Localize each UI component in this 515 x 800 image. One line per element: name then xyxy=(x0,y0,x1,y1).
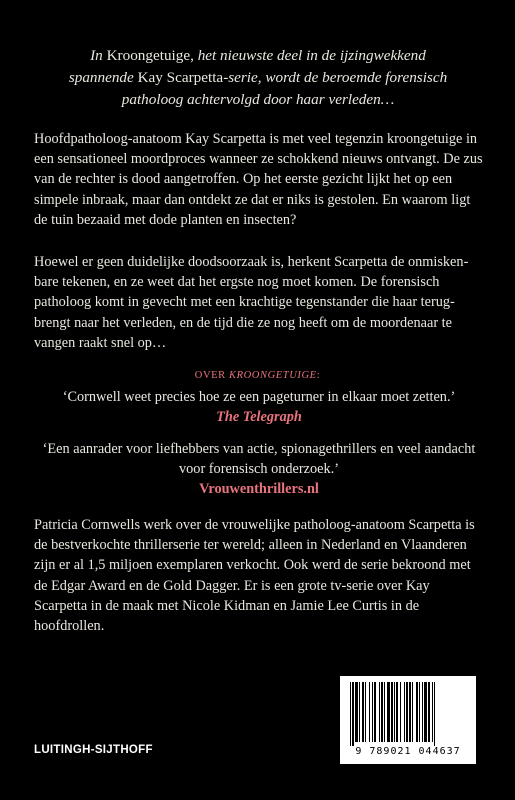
intro-blurb xyxy=(60,45,456,111)
barcode-bar xyxy=(416,682,418,742)
barcode-bar xyxy=(369,682,370,742)
intro-book-title: Kroongetuige, xyxy=(102,47,194,64)
barcode-bar xyxy=(409,682,411,742)
barcode-bar xyxy=(394,682,395,742)
barcode-bar xyxy=(365,682,366,742)
intro-end: -serie, wordt de beroemde forensisch patholoog achtervolgd door haar verleden… xyxy=(121,69,448,108)
barcode-bar xyxy=(419,682,420,742)
synopsis-paragraph-2: Hoewel er geen duidelijke doodsoorzaak is, herkent Scarpetta de onmiskenbare tekenen, en ze weet dat het ergste nog moet komen. De forensisch patholoog komt in gevecht met een krachtige tegenstander die haar terugbrengt naar het verleden, en de tijd die ze nog heeft om de moordenaar te vangen raakt snel op… xyxy=(34,254,469,351)
publisher-logo: LUITINGH-SIJTHOFF xyxy=(34,744,153,756)
review-quote-2-text: ‘Een aanrader voor liefhebbers van actie, spionagethrillers en veel aandacht voor forensisch onderzoek.’ xyxy=(42,441,476,478)
barcode-bar xyxy=(379,682,380,742)
barcode-bar xyxy=(384,682,385,742)
reviews-label-title: KROONGETUIGE xyxy=(228,370,317,381)
barcode-bar xyxy=(372,682,373,742)
barcode-bar xyxy=(412,682,413,742)
barcode-bar xyxy=(434,682,435,746)
review-quote-2 xyxy=(30,439,488,500)
barcode-bar xyxy=(428,682,430,742)
reviews-label-suffix: : xyxy=(316,370,321,381)
review-quote-2-source: Vrouwenthrillers.nl xyxy=(199,481,319,498)
barcode-bar xyxy=(404,682,405,742)
review-quote-1 xyxy=(30,387,488,427)
review-quote-1-source: The Telegraph xyxy=(216,409,302,426)
barcode-bar xyxy=(350,682,351,746)
barcode-bar xyxy=(424,682,427,742)
barcode-bar xyxy=(359,682,360,742)
barcode-bar xyxy=(355,682,358,742)
barcode-bar xyxy=(387,682,390,742)
barcode-bar xyxy=(391,682,393,742)
barcode-bar xyxy=(406,682,408,742)
reviews-label xyxy=(0,370,515,381)
barcode-bar xyxy=(381,682,383,742)
barcode-bar xyxy=(396,682,398,742)
isbn-number: 9 789021 044637 xyxy=(355,746,461,757)
synopsis-paragraph-1: Hoofdpatholoog-anatoom Kay Scarpetta is met veel tegenzin kroongetuige in een sensationeel moordproces wanneer ze schokkend nieuws ontvangt. De zus van de rechter is dood aangetroffen. Op het eerste gezicht lijkt het op een simpele inbraak, maar dan ontdekt ze dat er niks is gestolen. En waarom ligt de tuin bezaaid met dode planten en insecten? xyxy=(34,131,483,228)
isbn-barcode xyxy=(340,676,476,764)
barcode-bar xyxy=(422,682,423,742)
intro-lead: In xyxy=(90,47,103,64)
barcode-bar xyxy=(352,682,354,746)
intro-series-name: Kay Scarpetta xyxy=(137,69,224,86)
author-paragraph: Patricia Cornwells werk over de vrouwelijke patholoog-anatoom Scarpetta is de bestverkochte thrillerserie ter wereld; alleen in Nederland en Vlaanderen zijn er al 1,5 miljoen exemplaren verkocht. Ook werd de serie bekroond met de Edgar Award en de Gold Dagger. Er is een grote tv-serie over Kay Scarpetta in de maak met Nicole Kidman en Jamie Lee Curtis in de hoofdrollen. xyxy=(34,517,475,635)
review-quote-1-text: ‘Cornwell weet precies hoe ze een pageturner in elkaar moet zetten.’ xyxy=(62,389,456,405)
barcode-bar xyxy=(374,682,376,742)
reviews-label-prefix: OVER xyxy=(194,370,229,381)
barcode-bars xyxy=(340,676,476,746)
barcode-bar xyxy=(400,682,401,742)
intro-mid: het nieuwste deel in de ijzingwekkend spannende xyxy=(68,47,426,86)
barcode-bar xyxy=(432,682,433,742)
barcode-bar xyxy=(362,682,364,742)
